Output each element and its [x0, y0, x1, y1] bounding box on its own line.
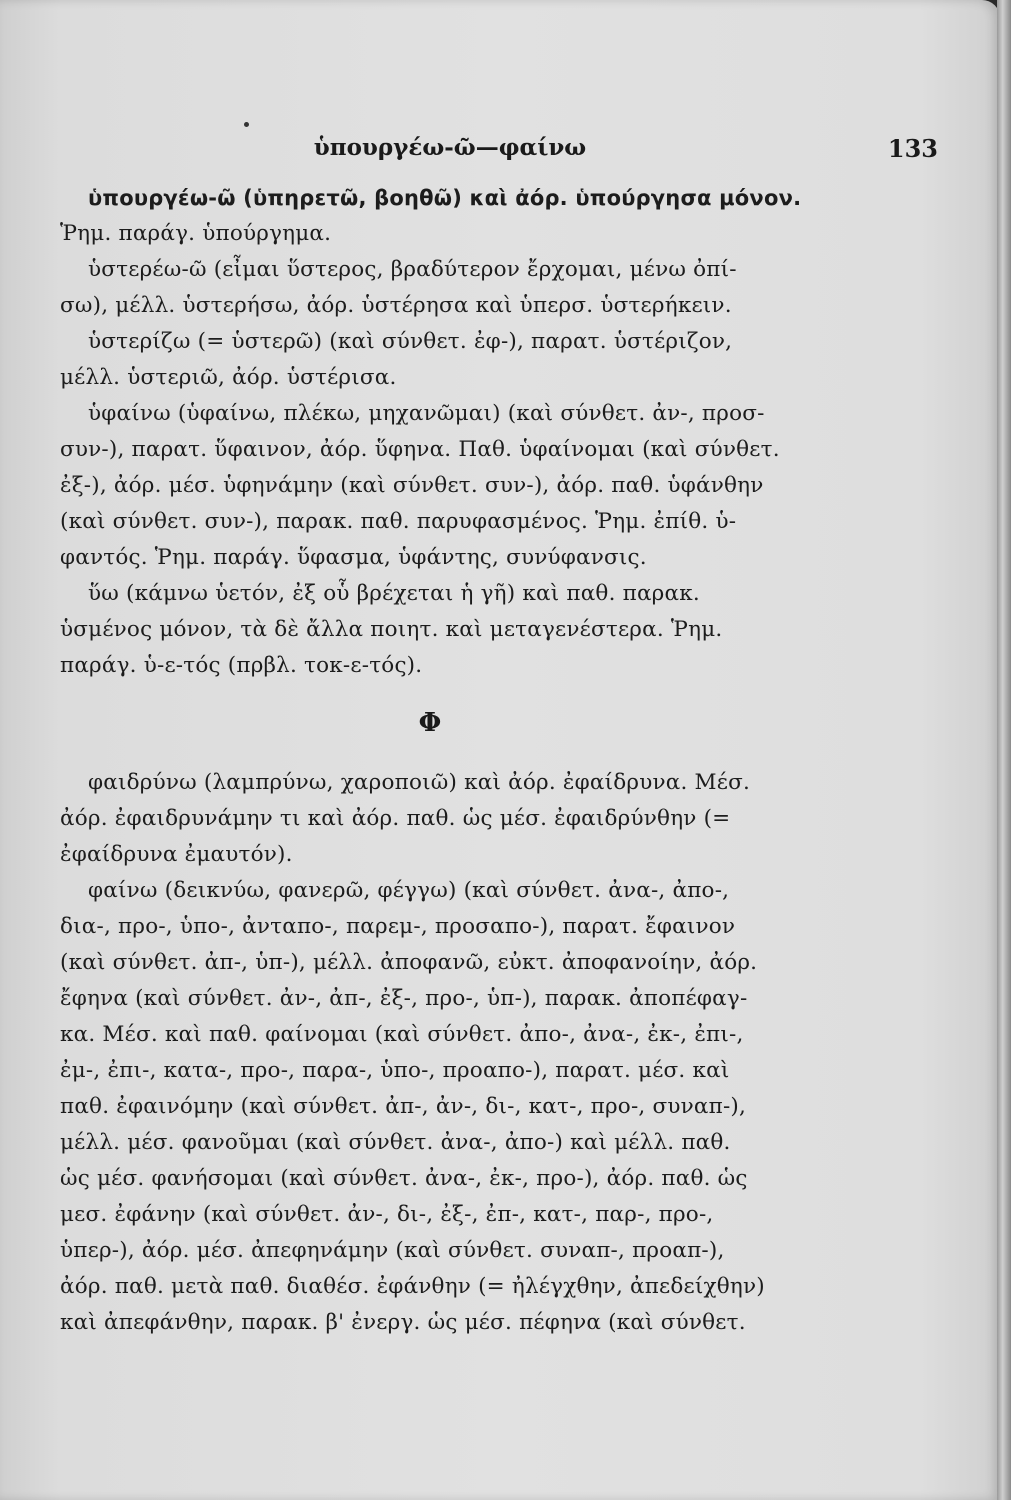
entry-line: ἀόρ. ἐφαιδρυνάμην τι καὶ ἀόρ. παθ. ὡς μέσ. ἐφαιδρύνθην (= [60, 806, 731, 831]
entry-line: Ῥημ. παράγ. ὑπούργημα. [60, 221, 332, 246]
entry-line: (καὶ σύνθετ. συν-), παρακ. παθ. παρυφασμένος. Ῥημ. ἐπίθ. ὑ- [60, 509, 737, 534]
entry-line: ὑστερίζω (= ὑστερῶ) (καὶ σύνθετ. ἐφ-), παρατ. ὑστέριζον, [88, 329, 733, 354]
entry-line: ὑπερ-), ἀόρ. μέσ. ἀπεφηνάμην (καὶ σύνθετ. συναπ-, προαπ-), [60, 1238, 725, 1263]
section-letter-ornament: Φ [418, 708, 442, 738]
entry-line: ἀόρ. παθ. μετὰ παθ. διαθέσ. ἐφάνθην (= ἠλέγχθην, ἀπεδείχθην) [60, 1274, 765, 1299]
entries-phi [60, 765, 840, 1341]
entry-line: ὡς μέσ. φανήσομαι (καὶ σύνθετ. ἀνα-, ἐκ-, προ-), ἀόρ. παθ. ὡς [60, 1166, 748, 1191]
entry-line: ἐφαίδρυνα ἐμαυτόν). [60, 842, 293, 867]
ink-dot [244, 122, 249, 127]
entry-line: ἐξ-), ἀόρ. μέσ. ὑφηνάμην (καὶ σύνθετ. συν-), ἀόρ. παθ. ὑφάνθην [60, 473, 764, 498]
entry-line: καὶ ἀπεφάνθην, παρακ. β' ἐνεργ. ὡς μέσ. πέφηνα (καὶ σύνθετ. [60, 1310, 746, 1335]
entry-line [60, 180, 840, 216]
entry-line: ἔφηνα (καὶ σύνθετ. ἀν-, ἀπ-, ἐξ-, προ-, ὑπ-), παρακ. ἀποπέφαγ- [60, 986, 748, 1011]
entry-line: ὑστερέω-ῶ (εἶμαι ὕστερος, βραδύτερον ἔρχομαι, μένω ὀπί- [88, 257, 737, 282]
entry-line: μέλλ. μέσ. φανοῦμαι (καὶ σύνθετ. ἀνα-, ἀπο-) καὶ μέλλ. παθ. [60, 1130, 731, 1155]
headword-text: ὑπουργέω-ῶ (ὑπηρετῶ, βοηθῶ) καὶ ἀόρ. ὑπούργησα μόνον. [88, 186, 802, 210]
page-number: 133 [887, 134, 938, 163]
entry-line: (καὶ σύνθετ. ἀπ-, ὑπ-), μέλλ. ἀποφανῶ, εὐκτ. ἀποφανοίην, ἀόρ. [60, 950, 758, 975]
page-edge-shadow [997, 0, 1011, 1500]
entry-line: ἐμ-, ἐπι-, κατα-, προ-, παρα-, ὑπο-, προαπο-), παρατ. μέσ. καὶ [60, 1058, 730, 1083]
entry-line: μεσ. ἐφάνην (καὶ σύνθετ. ἀν-, δι-, ἐξ-, ἐπ-, κατ-, παρ-, προ-, [60, 1202, 714, 1227]
entry-line: φαιδρύνω (λαμπρύνω, χαροποιῶ) καὶ ἀόρ. ἐφαίδρυνα. Μέσ. [88, 770, 751, 795]
entries-upsilon [60, 180, 840, 684]
entry-line: ὑσμένος μόνον, τὰ δὲ ἄλλα ποιητ. καὶ μεταγενέστερα. Ῥημ. [60, 617, 723, 642]
entry-line: ὕω (κάμνω ὑετόν, ἐξ οὗ βρέχεται ἡ γῆ) καὶ παθ. παρακ. [88, 581, 700, 606]
entry-line: κα. Μέσ. καὶ παθ. φαίνομαι (καὶ σύνθετ. ἀπο-, ἀνα-, ἐκ-, ἐπι-, [60, 1022, 744, 1047]
entry-line: δια-, προ-, ὑπο-, ἀνταπο-, παρεμ-, προσαπο-), παρατ. ἔφαινον [60, 914, 736, 939]
entry-line: παθ. ἐφαινόμην (καὶ σύνθετ. ἀπ-, ἀν-, δι-, κατ-, προ-, συναπ-), [60, 1094, 747, 1119]
entry-line: σω), μέλλ. ὑστερήσω, ἀόρ. ὑστέρησα καὶ ὑπερσ. ὑστερήκειν. [60, 293, 732, 318]
entry-line: συν-), παρατ. ὕφαινον, ἀόρ. ὕφηνα. Παθ. ὑφαίνομαι (καὶ σύνθετ. [60, 437, 780, 462]
entry-line: παράγ. ὑ-ε-τός (πρβλ. τοκ-ε-τός). [60, 653, 423, 678]
entry-line: φαντός. Ῥημ. παράγ. ὕφασμα, ὑφάντης, συνύφανσις. [60, 545, 647, 570]
entry-line: ὑφαίνω (ὑφαίνω, πλέκω, μηχανῶμαι) (καὶ σύνθετ. ἀν-, προσ- [88, 401, 765, 426]
entry-line: φαίνω (δεικνύω, φανερῶ, φέγγω) (καὶ σύνθετ. ἀνα-, ἀπο-, [88, 878, 730, 903]
page-header [0, 134, 1000, 174]
running-head: ὑπουργέω-ῶ—φαίνω [313, 134, 587, 161]
entry-line: μέλλ. ὑστεριῶ, ἀόρ. ὑστέρισα. [60, 365, 397, 390]
